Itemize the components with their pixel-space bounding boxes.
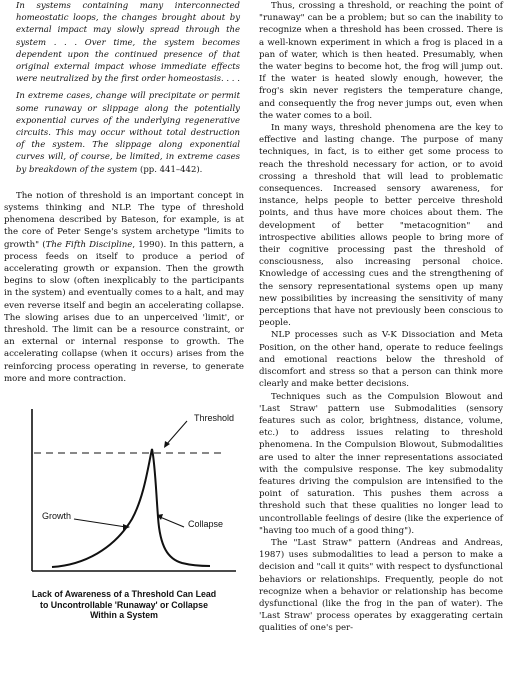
quote-citation: (pp. 441–442).	[140, 164, 203, 175]
nlp-processes-paragraph: NLP processes such as V-K Dissociation and Meta Position, on the other hand, operate to reduce feelings and emotional reactions below the threshold of discomfort and stress so that a person can think more clearly and make better decisions.	[259, 330, 503, 390]
growth-arrow	[74, 519, 126, 527]
threshold-paragraph-part-a: The notion of threshold is an important concept in systems thinking and NLP. The type of threshold phenomena described by Bateson, for example, is at the core of Peter Senge's system archetype "limits to growth" (	[4, 190, 244, 250]
growth-collapse-curve	[52, 449, 210, 567]
caption-line-2: to Uncontrollable 'Runaway' or Collapse	[40, 599, 208, 610]
figure-caption	[4, 589, 244, 621]
threshold-paragraph	[4, 190, 244, 385]
quote-paragraph-1: In systems containing many interconnected homeostatic loops, the changes brought about by external impact may slowly spread through the system . . . Over time, the system becomes dependent upon the continued presence of that original external impact whose immediate effects were neutralized by the first order homeostasis. . . .	[16, 1, 240, 85]
bateson-quote	[16, 0, 240, 176]
caption-line-3: Within a System	[90, 610, 158, 621]
collapse-arrow	[160, 517, 184, 527]
label-threshold: Threshold	[194, 413, 235, 424]
caption-line-1: Lack of Awareness of a Threshold Can Lead	[31, 589, 217, 600]
threshold-figure	[4, 399, 244, 623]
threshold-paragraph-part-b: , 1990). In this pattern, a process feeds on itself to produce a period of accelerating growth or expansion. Then the growth begins to slow (often inexplicably to the participants in the system) and eventually comes to a halt, and may even reverse itself and begin an accelerating collapse. The slowing arises due to an unperceived 'limit', or threshold. The limit can be a resource constraint, or an external or internal response to growth. The accelerating collapse (when it occurs) arises from the reinforcing process operating in reverse, to generate more and more contraction.	[4, 239, 244, 384]
right-column	[259, 0, 503, 635]
key-to-change-paragraph: In many ways, threshold phenomena are the key to effective and lasting change. The purpose of many techniques, in fact, is to either get some process to reach the threshold necessary for action, or to avoid crossing a threshold that will lead to problematic consequences. Increased sensory awareness, for instance, helps people to better perceive threshold points, and thus have more choices about them. The development of better "metacognition" and introspective abilities allows people to bring more of their cognitive processing past the threshold of consciousness, also increasing personal choice. Knowledge of accessing cues and the strengthening of the sensory representational systems open up many new possibilities by increasing the sensitivity of many perceptions that have not previously been conscious to people.	[259, 123, 503, 329]
left-column	[4, 0, 244, 623]
quote-paragraph-2-text: In extreme cases, change will precipitate or permit some runaway or slippage along the potentially exponential curves of the underlying regenerative circuits. This may occur without total destruction of the system. The slippage along exponential curves will, of course, be limited, in extreme cases by breakdown of the system	[16, 91, 240, 175]
threshold-arrow	[166, 421, 187, 445]
book-title: The Fifth Discipline	[45, 239, 133, 250]
label-growth: Growth	[42, 511, 72, 522]
last-straw-paragraph: The "Last Straw" pattern (Andreas and Andreas, 1987) uses submodalities to lead a person to make a decision and "call it quits" with respect to dysfunctional behaviors or relationships. Frequently, people do not recognize when a behavior or relationship has become dysfunctional (like the frog in the pan of water). The 'Last Straw' process operates by exaggerating certain qualities of one's per-	[259, 537, 504, 634]
label-collapse: Collapse	[188, 519, 224, 530]
submodalities-paragraph: Techniques such as the Compulsion Blowout and 'Last Straw' pattern use Submodalities (sensory features such as color, brightness, distance, volume, etc.) to address issues relating to threshold phenomena. In the Compulsion Blowout, Submodalities are used to alter the inner representations associated with the compulsive response. The key submodality features driving the compulsion are intensified to the point of saturation. This pushes them across a threshold such that these qualities no longer lead to uncontrollable feelings of desire (like the experience of "having too much of a good thing").	[259, 391, 503, 536]
quote-paragraph-2	[16, 90, 240, 175]
threshold-diagram	[4, 399, 244, 599]
frog-paragraph: Thus, crossing a threshold, or reaching the point of "runaway" can be a problem; but so can the inability to recognize when a threshold has been crossed. There is a well-known experiment in which a frog is placed in a pan of water, which is then heated. Presumably, when the water begins to become hot, the frog will jump out. If the water is heated slowly enough, however, the frog's skin never registers the temperature change, and consequently the frog never jumps out, even when the water comes to a boil.	[259, 1, 503, 121]
